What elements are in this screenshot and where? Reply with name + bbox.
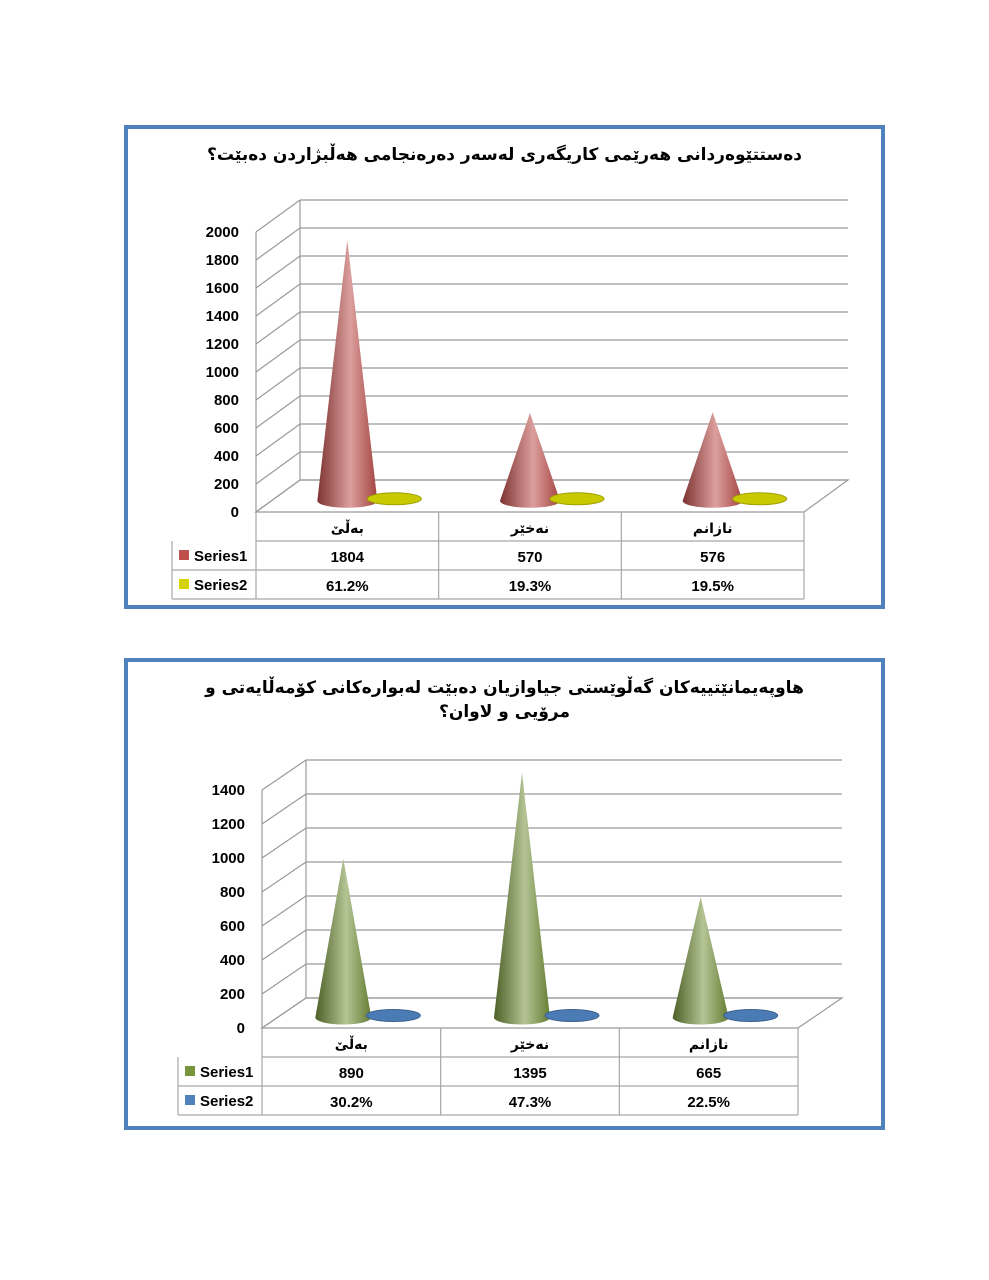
x-category-label: بەڵێ bbox=[330, 521, 364, 537]
disc-series2 bbox=[550, 493, 604, 505]
disc-series2 bbox=[733, 493, 787, 505]
y-tick-label: 400 bbox=[213, 448, 239, 465]
table-cell-value: 19.3% bbox=[508, 578, 552, 595]
y-tick-label: 200 bbox=[213, 476, 239, 493]
y-tick-label: 1000 bbox=[211, 850, 245, 867]
chart-2-title: هاوپەیمانێتییەکان گەڵوێستی جیاوازیان دەبێت لەبوارەکانی کۆمەڵایەتی و مرۆیی و لاوان؟ bbox=[205, 678, 804, 722]
table-cell-value: 19.5% bbox=[691, 578, 734, 595]
y-tick-label: 800 bbox=[219, 884, 245, 901]
y-tick-label: 200 bbox=[219, 986, 245, 1003]
table-cell-value: 570 bbox=[517, 549, 543, 566]
y-tick-label: 1200 bbox=[211, 816, 245, 833]
side-gridline-2 bbox=[262, 930, 306, 960]
cone-series1 bbox=[494, 773, 550, 1025]
table-cell-value: 1395 bbox=[513, 1065, 547, 1082]
table-cell-value: 665 bbox=[696, 1065, 722, 1082]
y-tick-label: 1600 bbox=[205, 280, 239, 297]
x-category-label: نازانم bbox=[688, 1037, 729, 1053]
table-cell-value: 30.2% bbox=[330, 1094, 373, 1111]
side-gridline-1 bbox=[256, 452, 300, 484]
y-tick-label: 1200 bbox=[205, 336, 239, 353]
side-gridline-6 bbox=[256, 312, 300, 344]
side-gridline-5 bbox=[256, 340, 300, 372]
table-cell-value: 1804 bbox=[330, 549, 365, 566]
side-gridline-7 bbox=[256, 284, 300, 316]
legend-swatch bbox=[185, 1066, 195, 1076]
chart-1-title: دەستتێوەردانی هەرێمی کاریگەری لەسەر دەرەنجامی هەڵبژاردن دەبێت؟ bbox=[207, 145, 802, 165]
y-tick-label: 1400 bbox=[211, 782, 245, 799]
side-gridline-6 bbox=[262, 794, 306, 824]
side-gridline-5 bbox=[262, 828, 306, 858]
table-cell-value: 576 bbox=[700, 549, 726, 566]
y-tick-label: 1800 bbox=[205, 252, 239, 269]
side-gridline-3 bbox=[256, 396, 300, 428]
disc-series2 bbox=[724, 1010, 778, 1022]
disc-series2 bbox=[545, 1010, 599, 1022]
cone-series1 bbox=[315, 859, 371, 1025]
chart-1-plot bbox=[128, 129, 881, 605]
side-gridline-1 bbox=[262, 964, 306, 994]
side-gridline-2 bbox=[256, 424, 300, 456]
disc-series2 bbox=[366, 1010, 420, 1022]
cone-series1 bbox=[673, 897, 729, 1025]
legend-label: Series1 bbox=[200, 1064, 254, 1081]
cone-series1 bbox=[317, 240, 377, 508]
x-category-label: نازانم bbox=[692, 521, 733, 537]
side-gridline-8 bbox=[256, 256, 300, 288]
x-category-label: نەخێر bbox=[510, 521, 550, 537]
legend-label: Series1 bbox=[194, 548, 248, 565]
side-gridline-9 bbox=[256, 228, 300, 260]
y-tick-label: 400 bbox=[219, 952, 245, 969]
chart-2 bbox=[124, 658, 885, 1130]
y-tick-label: 0 bbox=[236, 1020, 245, 1037]
table-cell-value: 890 bbox=[338, 1065, 364, 1082]
legend-label: Series2 bbox=[200, 1093, 254, 1110]
side-gridline-4 bbox=[256, 368, 300, 400]
chart-1 bbox=[124, 125, 885, 609]
cone-series1 bbox=[683, 412, 743, 508]
disc-series2 bbox=[367, 493, 421, 505]
y-tick-label: 0 bbox=[230, 504, 239, 521]
legend-swatch bbox=[179, 579, 189, 589]
y-tick-label: 600 bbox=[219, 918, 245, 935]
y-tick-label: 1400 bbox=[205, 308, 239, 325]
y-tick-label: 2000 bbox=[205, 224, 239, 241]
legend-label: Series2 bbox=[194, 577, 248, 594]
side-gridline-7 bbox=[262, 760, 306, 790]
table-cell-value: 47.3% bbox=[508, 1094, 552, 1111]
y-tick-label: 800 bbox=[213, 392, 239, 409]
table-cell-value: 22.5% bbox=[687, 1094, 730, 1111]
cone-series1 bbox=[500, 413, 560, 508]
chart-2-plot bbox=[128, 662, 881, 1126]
y-tick-label: 600 bbox=[213, 420, 239, 437]
y-tick-label: 1000 bbox=[205, 364, 239, 381]
legend-swatch bbox=[185, 1095, 195, 1105]
x-category-label: نەخێر bbox=[510, 1037, 550, 1053]
side-gridline-4 bbox=[262, 862, 306, 892]
table-cell-value: 61.2% bbox=[326, 578, 369, 595]
x-category-label: بەڵێ bbox=[334, 1037, 368, 1053]
legend-swatch bbox=[179, 550, 189, 560]
side-gridline-10 bbox=[256, 200, 300, 232]
side-gridline-3 bbox=[262, 896, 306, 926]
